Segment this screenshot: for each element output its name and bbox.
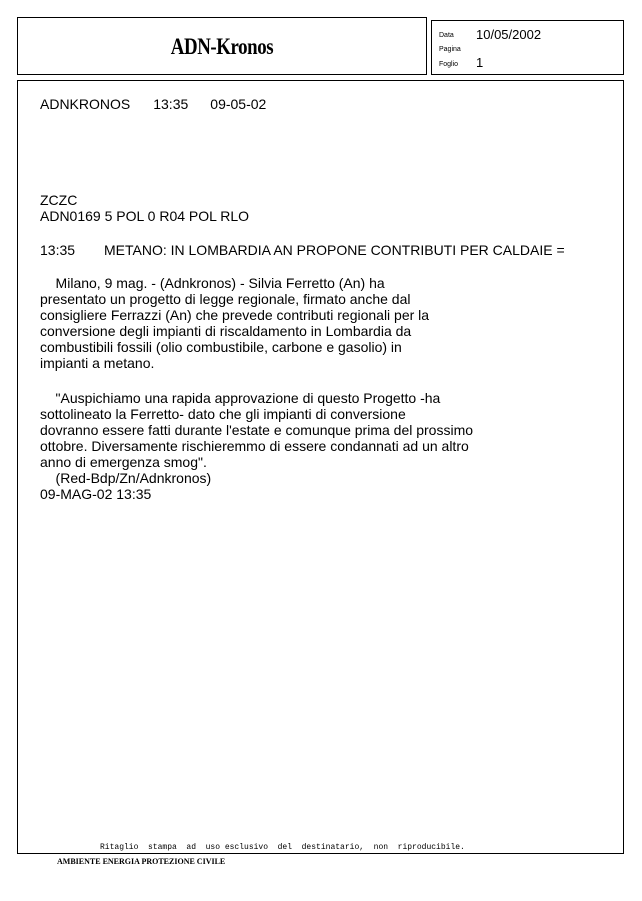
text-line: (Red-Bdp/Zn/Adnkronos) (40, 470, 212, 486)
section-title: AMBIENTE ENERGIA PROTEZIONE CIVILE (57, 857, 226, 866)
text-line: impianti a metano. (40, 355, 155, 371)
text-line: ottobre. Diversamente rischieremmo di essere condannati ad un altro (40, 438, 469, 454)
headline: METANO: IN LOMBARDIA AN PROPONE CONTRIBUTI PER CALDAIE = (104, 242, 565, 258)
reproduction-notice: Ritaglio stampa ad uso esclusivo del destinatario, non riproducibile. (100, 843, 465, 852)
article-paragraph-1 (40, 275, 429, 371)
metadata-box (431, 20, 624, 75)
text-line: combustibili fossili (olio combustibile, carbone e gasolio) in (40, 339, 402, 355)
dispatch-time: 13:35 (153, 96, 189, 112)
sheet-label: Foglio (439, 61, 459, 68)
agency-name: ADNKRONOS (40, 96, 131, 112)
text-line: presentato un progetto di legge regionale, firmato anche dal (40, 291, 411, 307)
text-line: sottolineato la Ferretto- dato che gli impianti di conversione (40, 406, 406, 422)
date-value: 10/05/2002 (476, 27, 542, 42)
headline-time: 13:35 (40, 242, 76, 258)
transmission-id: ADN0169 5 POL 0 R04 POL RLO (40, 208, 250, 224)
dispatch-date: 09-05-02 (210, 96, 267, 112)
article-paragraph-2 (40, 390, 473, 502)
publication-logo: ADN-Kronos (170, 34, 274, 59)
text-line: Milano, 9 mag. - (Adnkronos) - Silvia Ferretto (An) ha (40, 275, 385, 291)
text-line: anno di emergenza smog". (40, 454, 207, 470)
transmission-code: ZCZC (40, 192, 78, 208)
text-line: conversione degli impianti di riscaldamento in Lombardia da (40, 323, 412, 339)
masthead-box (17, 17, 427, 75)
dispatch-header (40, 96, 266, 112)
text-line: "Auspichiamo una rapida approvazione di questo Progetto -ha (40, 390, 441, 406)
text-line: 09-MAG-02 13:35 (40, 486, 152, 502)
text-line: consigliere Ferrazzi (An) che prevede contributi regionali per la (40, 307, 430, 323)
sheet-value: 1 (476, 55, 484, 70)
page-label: Pagina (439, 46, 461, 53)
date-label: Data (439, 32, 454, 39)
text-line: dovranno essere fatti durante l'estate e comunque prima del prossimo (40, 422, 474, 438)
